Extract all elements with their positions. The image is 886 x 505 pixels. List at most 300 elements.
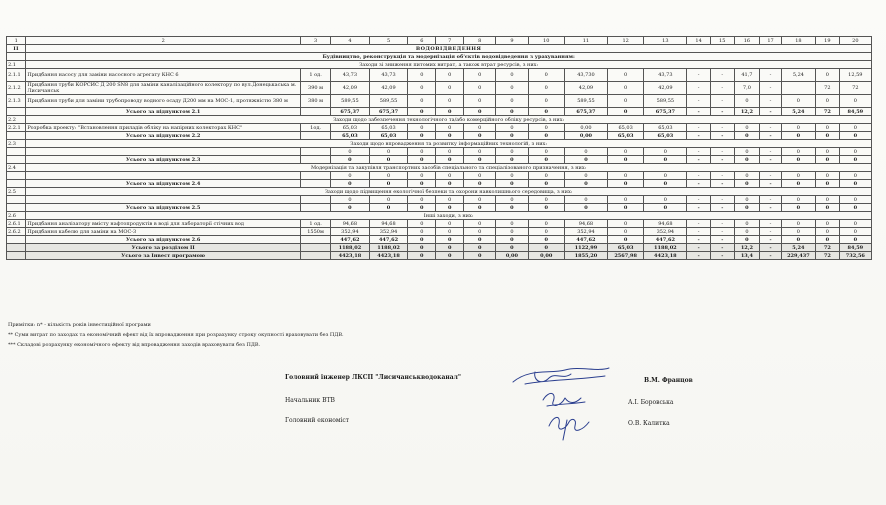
cell-col-7: 0: [436, 69, 464, 82]
cell-row-code: [7, 148, 26, 156]
cell-col-6: 0: [408, 132, 436, 140]
cell-col-6: 0: [408, 156, 436, 164]
column-number: 15: [710, 37, 734, 45]
cell-col-17: -: [760, 82, 781, 95]
cell-quantity: 390 м: [301, 82, 331, 95]
cell-col-17: -: [760, 236, 781, 244]
cell-col-10: 0: [528, 148, 564, 156]
cell-col-6: 0: [408, 196, 436, 204]
cell-col-6: 0: [408, 82, 436, 95]
cell-col-19: 0: [816, 124, 840, 132]
cell-quantity: [301, 244, 331, 252]
cell-col-19: 0: [816, 220, 840, 228]
cell-quantity: [301, 132, 331, 140]
cell-col-6: 0: [408, 180, 436, 188]
cell-row-code: [7, 236, 26, 244]
cell-measure-name: Придбання насосу для заміни насосного агрегату КНС 6: [26, 69, 301, 82]
cell-col-14: -: [687, 132, 711, 140]
cell-col-16: 7,0: [734, 82, 760, 95]
cell-col-9: 0: [496, 196, 528, 204]
cell-col-10: 0: [528, 95, 564, 108]
column-number: 19: [816, 37, 840, 45]
cell-col-15: -: [710, 196, 734, 204]
cell-own-funds: 447,62: [369, 236, 408, 244]
cell-col-13: 42,09: [644, 82, 687, 95]
group-title: Інші заходи, з них:: [26, 212, 872, 220]
cell-col-15: -: [710, 69, 734, 82]
cell-quantity: [301, 236, 331, 244]
cell-col-11: 0,00: [564, 132, 607, 140]
cell-col-13: 0: [644, 204, 687, 212]
cell-col-8: 0: [464, 132, 496, 140]
cell-quantity: [301, 180, 331, 188]
cell-col-20: 0: [839, 236, 871, 244]
cell-col-7: 0: [436, 108, 464, 116]
column-number: 4: [331, 37, 370, 45]
cell-col-11: 1855,20: [564, 252, 607, 260]
cell-col-18: 0: [781, 236, 815, 244]
group-row: [7, 61, 872, 69]
cell-col-6: 0: [408, 236, 436, 244]
cell-col-13: 94,68: [644, 220, 687, 228]
cell-col-18: [781, 82, 815, 95]
cell-col-9: 0: [496, 236, 528, 244]
cell-col-13: 65,03: [644, 132, 687, 140]
cell-col-15: -: [710, 172, 734, 180]
cell-col-7: 0: [436, 82, 464, 95]
cell-col-14: -: [687, 148, 711, 156]
cell-col-20: 0: [839, 228, 871, 236]
cell-row-code: 2.2.1: [7, 124, 26, 132]
cell-col-10: 0: [528, 108, 564, 116]
cell-col-19: 0: [816, 95, 840, 108]
cell-row-code: [7, 180, 26, 188]
cell-measure-name: Усього за підпунктом 2.6: [26, 236, 301, 244]
cell-col-7: 0: [436, 196, 464, 204]
cell-col-15: -: [710, 132, 734, 140]
cell-col-17: -: [760, 204, 781, 212]
table-row: [7, 124, 872, 132]
cell-total-cost: 65,03: [331, 132, 370, 140]
investment-table: [6, 36, 872, 260]
cell-col-20: 0: [839, 132, 871, 140]
group-title: Заходи щодо підвищення екологічної безпеки та охорони навколишнього середовища, з них:: [26, 188, 872, 196]
cell-col-16: 0: [734, 148, 760, 156]
cell-col-11: 0: [564, 180, 607, 188]
cell-quantity: 1550м: [301, 228, 331, 236]
cell-col-13: 0: [644, 172, 687, 180]
cell-col-7: 0: [436, 180, 464, 188]
cell-col-9: 0: [496, 108, 528, 116]
column-number: 14: [687, 37, 711, 45]
section-title: ВОДОВІДВЕДЕННЯ: [26, 45, 872, 53]
group-row: [7, 164, 872, 172]
cell-col-15: -: [710, 148, 734, 156]
cell-col-6: 0: [408, 220, 436, 228]
cell-total-cost: 0: [331, 156, 370, 164]
cell-col-14: -: [687, 228, 711, 236]
cell-col-13: 0: [644, 156, 687, 164]
cell-own-funds: 0: [369, 180, 408, 188]
cell-row-code: 2.6.2: [7, 228, 26, 236]
cell-col-15: -: [710, 244, 734, 252]
table-row: [7, 228, 872, 236]
cell-col-18: 229,437: [781, 252, 815, 260]
cell-quantity: [301, 204, 331, 212]
footnote: Примітки: n* - кількість років інвестиційної програми: [8, 322, 151, 328]
cell-own-funds: 65,03: [369, 124, 408, 132]
cell-row-code: 2.1.3: [7, 95, 26, 108]
cell-col-18: 0: [781, 228, 815, 236]
cell-measure-name: Придбання труби КОРСИС Д 200 SN8 для заміни каналізаційного колектору по вул.Донецькаська м. Лисичанськ: [26, 82, 301, 95]
cell-col-6: 0: [408, 108, 436, 116]
cell-col-16: 0: [734, 156, 760, 164]
cell-col-12: 0: [607, 204, 643, 212]
cell-total-cost: 589,55: [331, 95, 370, 108]
cell-total-cost: 94,68: [331, 220, 370, 228]
cell-col-10: 0: [528, 69, 564, 82]
cell-col-7: 0: [436, 95, 464, 108]
cell-col-17: -: [760, 172, 781, 180]
cell-col-12: 0: [607, 220, 643, 228]
column-number-row: [7, 37, 872, 45]
cell-col-13: 4423,18: [644, 252, 687, 260]
cell-col-17: -: [760, 108, 781, 116]
cell-col-11: 352,94: [564, 228, 607, 236]
cell-own-funds: 0: [369, 148, 408, 156]
cell-row-code: [7, 156, 26, 164]
cell-col-7: 0: [436, 132, 464, 140]
cell-col-7: 0: [436, 228, 464, 236]
cell-col-14: -: [687, 172, 711, 180]
cell-col-18: 0: [781, 220, 815, 228]
cell-col-20: 0: [839, 95, 871, 108]
program-total-row: [7, 252, 872, 260]
cell-col-11: 675,37: [564, 108, 607, 116]
cell-col-12: 0: [607, 148, 643, 156]
cell-own-funds: 0: [369, 196, 408, 204]
cell-measure-name: Придбання аналізатору вмісту нафтопродуктів в воді для лабораторії стічних вод: [26, 220, 301, 228]
cell-col-20: 0: [839, 180, 871, 188]
cell-row-code: [7, 172, 26, 180]
cell-col-6: 0: [408, 148, 436, 156]
cell-row-code: [7, 108, 26, 116]
cell-measure-name: [26, 172, 301, 180]
cell-total-cost: 0: [331, 172, 370, 180]
cell-total-cost: 42,09: [331, 82, 370, 95]
cell-col-18: 0: [781, 124, 815, 132]
cell-col-17: -: [760, 156, 781, 164]
cell-col-11: 0: [564, 172, 607, 180]
table-row: [7, 69, 872, 82]
cell-col-12: 2567,98: [607, 252, 643, 260]
cell-col-12: 0: [607, 156, 643, 164]
cell-col-13: 43,73: [644, 69, 687, 82]
cell-col-18: 0: [781, 172, 815, 180]
cell-col-7: 0: [436, 236, 464, 244]
cell-own-funds: 94,68: [369, 220, 408, 228]
cell-col-19: 0: [816, 132, 840, 140]
group-title: Заходи щодо забезпечення технологічного та/або комерційного обліку ресурсів, з них:: [26, 116, 872, 124]
cell-col-16: 0: [734, 132, 760, 140]
column-number: 2: [26, 37, 301, 45]
cell-col-7: 0: [436, 124, 464, 132]
cell-col-20: 0: [839, 204, 871, 212]
group-title: Модернізація та закупівля транспортних засобів спеціального та спеціалізованого призначення, з них:: [26, 164, 872, 172]
cell-col-8: 0: [464, 180, 496, 188]
cell-col-16: 12,2: [734, 244, 760, 252]
cell-col-15: -: [710, 252, 734, 260]
cell-col-8: 0: [464, 95, 496, 108]
group-code: 2.6: [7, 212, 26, 220]
cell-col-18: 5,24: [781, 108, 815, 116]
cell-col-14: -: [687, 220, 711, 228]
cell-col-15: -: [710, 236, 734, 244]
cell-col-16: 0: [734, 228, 760, 236]
cell-col-6: 0: [408, 244, 436, 252]
cell-col-12: 0: [607, 108, 643, 116]
cell-measure-name: [26, 196, 301, 204]
cell-col-11: 589,55: [564, 95, 607, 108]
cell-measure-name: Придбання труби для заміни трубопроводу водного осаду Д200 мм на МОС-1, протяжністю 380 м: [26, 95, 301, 108]
cell-col-8: 0: [464, 148, 496, 156]
cell-col-6: 0: [408, 124, 436, 132]
cell-own-funds: 1188,02: [369, 244, 408, 252]
cell-col-15: -: [710, 228, 734, 236]
cell-col-20: 72: [839, 82, 871, 95]
cell-col-9: 0: [496, 244, 528, 252]
cell-measure-name: Усього за підпунктом 2.3: [26, 156, 301, 164]
cell-col-14: -: [687, 244, 711, 252]
cell-col-8: 0: [464, 204, 496, 212]
group-title: Заходи щодо впровадження та розвитку інформаційних технологій, з них:: [26, 140, 872, 148]
cell-row-code: [7, 252, 26, 260]
chief-economist-title: Головний економіст: [285, 417, 350, 424]
cell-quantity: 1од.: [301, 124, 331, 132]
cell-col-19: 0: [816, 156, 840, 164]
cell-col-20: 0: [839, 124, 871, 132]
column-number: 5: [369, 37, 408, 45]
cell-col-11: 0,00: [564, 124, 607, 132]
table-row: [7, 196, 872, 204]
group-code: 2.4: [7, 164, 26, 172]
cell-total-cost: 675,37: [331, 108, 370, 116]
cell-col-17: -: [760, 69, 781, 82]
cell-col-8: 0: [464, 220, 496, 228]
cell-col-19: 0: [816, 148, 840, 156]
cell-quantity: [301, 252, 331, 260]
cell-col-9: 0: [496, 132, 528, 140]
signature-stroke: [513, 368, 609, 384]
cell-quantity: 1 од.: [301, 69, 331, 82]
cell-col-17: -: [760, 196, 781, 204]
column-number: 9: [496, 37, 528, 45]
cell-col-11: 94,68: [564, 220, 607, 228]
cell-col-10: 0,00: [528, 252, 564, 260]
cell-col-11: 447,62: [564, 236, 607, 244]
cell-col-16: 0: [734, 204, 760, 212]
table-row: [7, 82, 872, 95]
cell-col-6: 0: [408, 252, 436, 260]
cell-col-18: 0: [781, 156, 815, 164]
cell-col-16: 0: [734, 124, 760, 132]
cell-own-funds: 589,55: [369, 95, 408, 108]
cell-col-13: 0: [644, 196, 687, 204]
cell-col-18: 5,24: [781, 244, 815, 252]
cell-col-15: -: [710, 204, 734, 212]
cell-row-code: 2.6.1: [7, 220, 26, 228]
cell-total-cost: 352,94: [331, 228, 370, 236]
cell-col-17: -: [760, 148, 781, 156]
cell-row-code: 2.1.2: [7, 82, 26, 95]
table-row: [7, 148, 872, 156]
cell-col-8: 0: [464, 172, 496, 180]
cell-own-funds: 0: [369, 156, 408, 164]
cell-col-14: -: [687, 124, 711, 132]
footnotes: [8, 320, 344, 350]
cell-col-15: -: [710, 82, 734, 95]
column-number: 11: [564, 37, 607, 45]
cell-col-16: 0: [734, 180, 760, 188]
cell-measure-name: Усього за підпунктом 2.4: [26, 180, 301, 188]
cell-col-11: 0: [564, 196, 607, 204]
cell-col-13: 0: [644, 148, 687, 156]
cell-col-18: 0: [781, 180, 815, 188]
cell-col-20: 84,59: [839, 244, 871, 252]
column-number: 12: [607, 37, 643, 45]
cell-col-9: 0,00: [496, 252, 528, 260]
cell-col-17: -: [760, 124, 781, 132]
footnote: *** Складові розрахунку економічного ефекту від впровадження заходів враховувати без ПДВ.: [8, 342, 261, 348]
cell-quantity: [301, 172, 331, 180]
cell-col-17: -: [760, 220, 781, 228]
chief-engineer-name: В.М. Францов: [644, 377, 693, 384]
cell-col-8: 0: [464, 196, 496, 204]
cell-col-18: 0: [781, 148, 815, 156]
cell-total-cost: 447,62: [331, 236, 370, 244]
cell-measure-name: Усього за підпунктом 2.5: [26, 204, 301, 212]
cell-col-9: 0: [496, 204, 528, 212]
cell-col-19: 0: [816, 69, 840, 82]
cell-col-7: 0: [436, 172, 464, 180]
cell-col-20: 84,59: [839, 108, 871, 116]
cell-col-13: 589,55: [644, 95, 687, 108]
cell-col-9: 0: [496, 172, 528, 180]
group-row: [7, 140, 872, 148]
cell-col-7: 0: [436, 204, 464, 212]
cell-col-8: 0: [464, 252, 496, 260]
cell-col-20: 0: [839, 196, 871, 204]
cell-row-code: 2.1.1: [7, 69, 26, 82]
cell-col-6: 0: [408, 95, 436, 108]
table-row: [7, 95, 872, 108]
subtotal-row: [7, 108, 872, 116]
table-row: [7, 172, 872, 180]
cell-col-20: 12,59: [839, 69, 871, 82]
cell-col-10: 0: [528, 180, 564, 188]
cell-col-19: 0: [816, 228, 840, 236]
cell-col-11: 0: [564, 156, 607, 164]
cell-quantity: 380 м: [301, 95, 331, 108]
group-code: 2.3: [7, 140, 26, 148]
cell-col-16: 41,7: [734, 69, 760, 82]
cell-col-10: 0: [528, 124, 564, 132]
column-number: 17: [760, 37, 781, 45]
cell-col-8: 0: [464, 244, 496, 252]
column-number: 6: [408, 37, 436, 45]
cell-col-10: 0: [528, 236, 564, 244]
cell-col-18: 0: [781, 132, 815, 140]
section-total-row: [7, 244, 872, 252]
cell-total-cost: 43,73: [331, 69, 370, 82]
cell-own-funds: 352,94: [369, 228, 408, 236]
cell-col-14: -: [687, 204, 711, 212]
group-code: 2.1: [7, 61, 26, 69]
group-code: 2.5: [7, 188, 26, 196]
cell-col-14: -: [687, 82, 711, 95]
cell-col-11: 42,09: [564, 82, 607, 95]
chief-economist-name: О.В. Калитка: [628, 420, 670, 427]
cell-col-8: 0: [464, 108, 496, 116]
cell-col-15: -: [710, 220, 734, 228]
cell-quantity: [301, 196, 331, 204]
cell-col-14: -: [687, 69, 711, 82]
cell-col-14: -: [687, 95, 711, 108]
cell-col-7: 0: [436, 148, 464, 156]
subtitle-text: Будівництво, реконструкція та модернізація об'єктів водовідведення з урахуванням:: [26, 53, 872, 61]
cell-col-19: 0: [816, 204, 840, 212]
cell-col-16: 0: [734, 172, 760, 180]
cell-col-11: 1122,99: [564, 244, 607, 252]
cell-total-cost: 65,03: [331, 124, 370, 132]
column-number: 20: [839, 37, 871, 45]
cell-own-funds: 0: [369, 204, 408, 212]
column-number: 7: [436, 37, 464, 45]
cell-col-8: 0: [464, 228, 496, 236]
cell-col-11: 0: [564, 204, 607, 212]
cell-col-13: 447,62: [644, 236, 687, 244]
subtotal-row: [7, 180, 872, 188]
cell-measure-name: Розробка проекту: "Встановлення приладів обліку на напірних колекторах КНС": [26, 124, 301, 132]
table-row: [7, 220, 872, 228]
group-code: 2.2: [7, 116, 26, 124]
cell-col-19: 72: [816, 244, 840, 252]
cell-col-10: 0: [528, 220, 564, 228]
cell-col-16: 13,4: [734, 252, 760, 260]
section-row: [7, 45, 872, 53]
cell-col-13: 352,94: [644, 228, 687, 236]
cell-col-17: -: [760, 180, 781, 188]
cell-col-9: 0: [496, 95, 528, 108]
subtitle-row: [7, 53, 872, 61]
cell-row-code: [7, 132, 26, 140]
cell-col-18: 0: [781, 204, 815, 212]
column-number: 13: [644, 37, 687, 45]
cell-col-14: -: [687, 108, 711, 116]
cell-col-14: -: [687, 236, 711, 244]
column-number: 10: [528, 37, 564, 45]
cell-col-10: 0: [528, 82, 564, 95]
cell-col-14: -: [687, 252, 711, 260]
cell-col-19: 72: [816, 82, 840, 95]
signature-stroke: [543, 393, 585, 406]
cell-col-10: 0: [528, 172, 564, 180]
section-code: II: [7, 45, 26, 53]
cell-col-6: 0: [408, 204, 436, 212]
cell-col-9: 0: [496, 220, 528, 228]
subtotal-row: [7, 156, 872, 164]
cell-col-12: 0: [607, 228, 643, 236]
